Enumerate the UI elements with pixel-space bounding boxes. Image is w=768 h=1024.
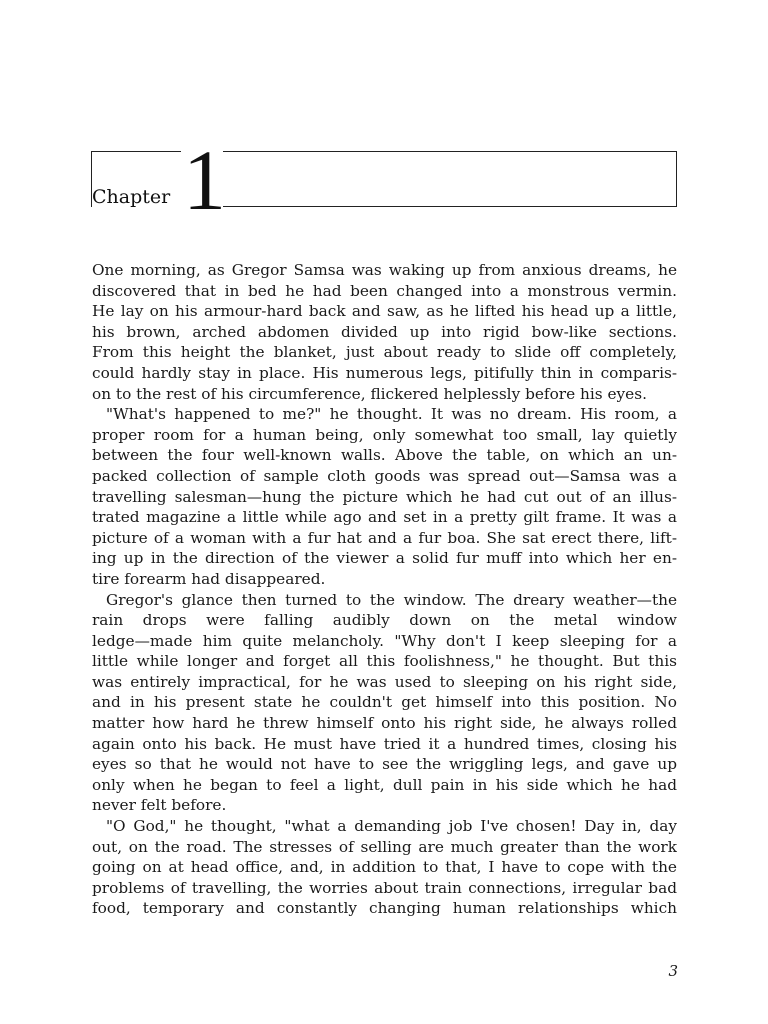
text-line: "What's happened to me?" he thought. It was no dream. His room, a xyxy=(106,405,677,424)
text-line: was entirely impractical, for he was used to sleeping on his right side, xyxy=(92,672,677,691)
text-line: eyes so that he would not have to see the wriggling legs, and gave up xyxy=(92,755,677,774)
text-line: packed collection of sample cloth goods was spread out—Samsa was a xyxy=(92,466,677,485)
text-line: again onto his back. He must have tried it a hundred times, closing his xyxy=(92,734,677,753)
paragraph xyxy=(92,260,677,404)
text-line: proper room for a human being, only somewhat too small, lay quietly xyxy=(92,425,677,444)
text-line: From this height the blanket, just about ready to slide off completely, xyxy=(92,343,677,362)
text-line: never felt before. xyxy=(92,796,227,815)
paragraph xyxy=(92,404,677,589)
text-line: One morning, as Gregor Samsa was waking up from anxious dreams, he xyxy=(92,261,677,279)
chapter-label: Chapter xyxy=(92,186,171,208)
text-line: ing up in the direction of the viewer a solid fur muff into which her en- xyxy=(92,549,677,568)
text-line: going on at head office, and, in addition to that, I have to cope with the xyxy=(92,858,677,877)
text-line: picture of a woman with a fur hat and a fur boa. She sat erect there, lift- xyxy=(92,528,677,547)
paragraph xyxy=(92,590,677,817)
text-line: his brown, arched abdomen divided up into rigid bow-like sections. xyxy=(92,322,677,341)
paragraph xyxy=(92,816,677,919)
text-line: out, on the road. The stresses of selling are much greater than the work xyxy=(92,837,677,856)
text-line: on to the rest of his circumference, flickered helplessly before his eyes. xyxy=(92,384,647,403)
body-text xyxy=(92,260,677,919)
text-line: between the four well-known walls. Above the table, on which an un- xyxy=(92,446,677,465)
text-line: problems of travelling, the worries about train connections, irregular bad xyxy=(92,878,677,897)
text-line: rain drops were falling audibly down on the metal window xyxy=(92,611,677,630)
text-line: matter how hard he threw himself onto his right side, he always rolled xyxy=(92,714,677,733)
chapter-frame-right xyxy=(223,151,677,207)
text-line: little while longer and forget all this foolishness," he thought. But this xyxy=(92,652,677,671)
text-line: tire forearm had disappeared. xyxy=(92,569,326,588)
text-line: discovered that in bed he had been changed into a monstrous vermin. xyxy=(92,281,677,300)
text-line: trated magazine a little while ago and set in a pretty gilt frame. It was a xyxy=(92,508,677,527)
text-line: Gregor's glance then turned to the window. The dreary weather—the xyxy=(106,590,677,609)
chapter-number: 1 xyxy=(183,132,226,228)
text-line: He lay on his armour-hard back and saw, as he lifted his head up a little, xyxy=(92,302,677,321)
text-line: only when he began to feel a light, dull pain in his side which he had xyxy=(92,775,677,794)
text-line: and in his present state he couldn't get himself into this position. No xyxy=(92,693,677,712)
text-line: food, temporary and constantly changing human relationships which xyxy=(92,899,677,918)
text-line: ledge—made him quite melancholy. "Why don't I keep sleeping for a xyxy=(92,631,677,650)
text-line: travelling salesman—hung the picture which he had cut out of an illus- xyxy=(92,487,677,506)
text-line: could hardly stay in place. His numerous legs, pitifully thin in comparis- xyxy=(92,363,677,382)
text-line: "O God," he thought, "what a demanding job I've chosen! Day in, day xyxy=(106,817,677,836)
page-number: 3 xyxy=(668,962,678,980)
